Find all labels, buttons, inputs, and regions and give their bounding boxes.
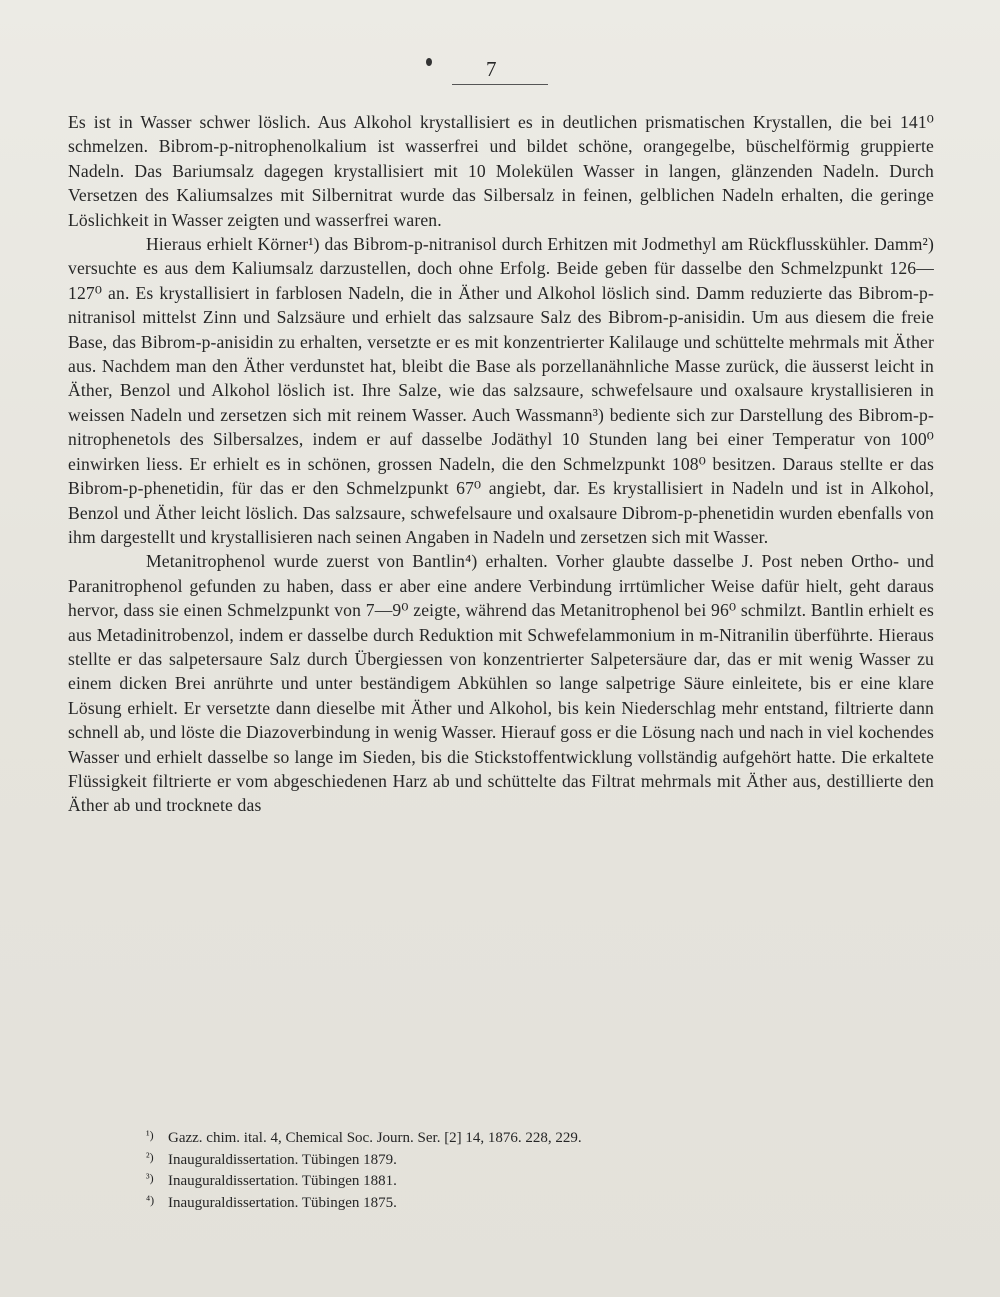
footnotes <box>146 1126 846 1212</box>
paragraph-1: Es ist in Wasser schwer löslich. Aus Alkohol krystallisiert es in deutlichen prismatischen Krystallen, die bei 141⁰ schmelzen. Bibrom-p-nitrophenolkalium ist wasserfrei und bildet schöne, orangegelbe, büschelförmig gruppierte Nadeln. Das Bariumsalz dagegen krystallisiert mit 10 Molekülen Wasser in langen, glänzenden Nadeln. Durch Versetzen des Kaliumsalzes mit Silbernitrat wurde das Silbersalz in feinen, gelblichen Nadeln erhalten, die geringe Löslichkeit in Wasser zeigten und wasserfrei waren. <box>68 112 934 230</box>
footnote-text: Inauguraldissertation. Tübingen 1881. <box>168 1173 397 1189</box>
page-number: 7 <box>486 57 497 81</box>
footnote-text: Inauguraldissertation. Tübingen 1875. <box>168 1194 397 1211</box>
footnote-1 <box>146 1126 846 1148</box>
footnote-2 <box>146 1148 846 1170</box>
page-header <box>0 56 1000 90</box>
body-text <box>68 110 934 818</box>
footnote-mark: ⁴) <box>146 1192 155 1207</box>
footnote-mark: ³) <box>146 1171 154 1185</box>
footnote-mark: ¹) <box>146 1128 154 1142</box>
paragraph-3: Metanitrophenol wurde zuerst von Bantlin⁴) erhalten. Vorher glaubte dasselbe J. Post neben Ortho- und Paranitrophenol gefunden zu haben, dass er aber eine andere Verbindung irrtümlicher Weise dafür hielt, geht daraus hervor, dass sie einen Schmelzpunkt von 7—9⁰ zeigte, während das Metanitrophenol bei 96⁰ schmilzt. Bantlin erhielt es aus Metadinitrobenzol, indem er dasselbe durch Reduktion mit Schwefelammonium in m-Nitranilin überführte. Hieraus stellte er das salpetersaure Salz durch Übergiessen von konzentrierter Salpetersäure dar, das er mit wenig Wasser zu einem dicken Brei anrührte und unter beständigem Abkühlen so lange salpetrige Säure einleitete, bis er eine klare Lösung erhielt. Er versetzte dann dieselbe mit Äther und Alkohol, bis kein Niederschlag mehr entstand, filtrierte dann schnell ab, und löste die Diazoverbindung in wenig Wasser. Hierauf goss er die Lösung nach und nach in viel kochendes Wasser und erhielt dasselbe so lange im Sieden, bis die Stickstoffentwicklung vollständig aufgehört hatte. Die erkaltete Flüssigkeit filtrierte er vom abgeschiedenen Harz ab und schüttelte das Filtrat mehrmals mit Äther aus, destillierte den Äther ab und trocknete das <box>68 551 934 816</box>
footnote-4 <box>146 1191 846 1213</box>
header-rule <box>452 84 548 85</box>
footnote-text: Gazz. chim. ital. 4, Chemical Soc. Journ. Ser. [2] 14, 1876. 228, 229. <box>168 1130 582 1146</box>
footnote-mark: ²) <box>146 1149 154 1164</box>
paragraph-2: Hieraus erhielt Körner¹) das Bibrom-p-nitranisol durch Erhitzen mit Jodmethyl am Rückflusskühler. Damm²) versuchte es aus dem Kaliumsalz darzustellen, doch ohne Erfolg. Beide geben für dasselbe den Schmelzpunkt 126—127⁰ an. Es krystallisiert in farblosen Nadeln, die in Äther und Alkohol löslich sind. Damm reduzierte das Bibrom-p-nitranisol mittelst Zinn und Salzsäure und erhielt das salzsaure Salz des Bibrom-p-anisidin. Um aus diesem die freie Base, das Bibrom-p-anisidin zu erhalten, versetzte er es mit konzentrierter Kalilauge und schüttelte mehrmals mit Äther aus. Nachdem man den Äther verdunstet hat, bleibt die Base als porzellanähnliche Masse zurück, die äusserst leicht in Äther, Benzol und Alkohol löslich ist. Ihre Salze, wie das salzsaure, schwefelsaure und oxalsaure krystallisieren in weissen Nadeln und zersetzen sich mit reinem Wasser. Auch Wassmann³) bediente sich zur Darstellung des Bibrom-p-nitrophenetols des Silbersalzes, indem er auf dasselbe Jodäthyl 10 Stunden lang bei einer Temperatur von 100⁰ einwirken liess. Er erhielt es in schönen, grossen Nadeln, die den Schmelzpunkt 108⁰ besitzen. Daraus stellte er das Bibrom-p-phenetidin, für das er den Schmelzpunkt 67⁰ angiebt, dar. Es krystallisiert in Nadeln und ist in Alkohol, Benzol und Äther leicht löslich. Das salzsaure, schwefelsaure und oxalsaure Dibrom-p-phenetidin wurden ebenfalls von ihm dargestellt und krystallisieren nach seinen Angaben in Nadeln und zersetzen sich mit Wasser. <box>68 234 934 547</box>
footnote-text: Inauguraldissertation. Tübingen 1879. <box>168 1151 397 1168</box>
footnote-3 <box>146 1169 846 1191</box>
header-ornament <box>426 58 432 66</box>
